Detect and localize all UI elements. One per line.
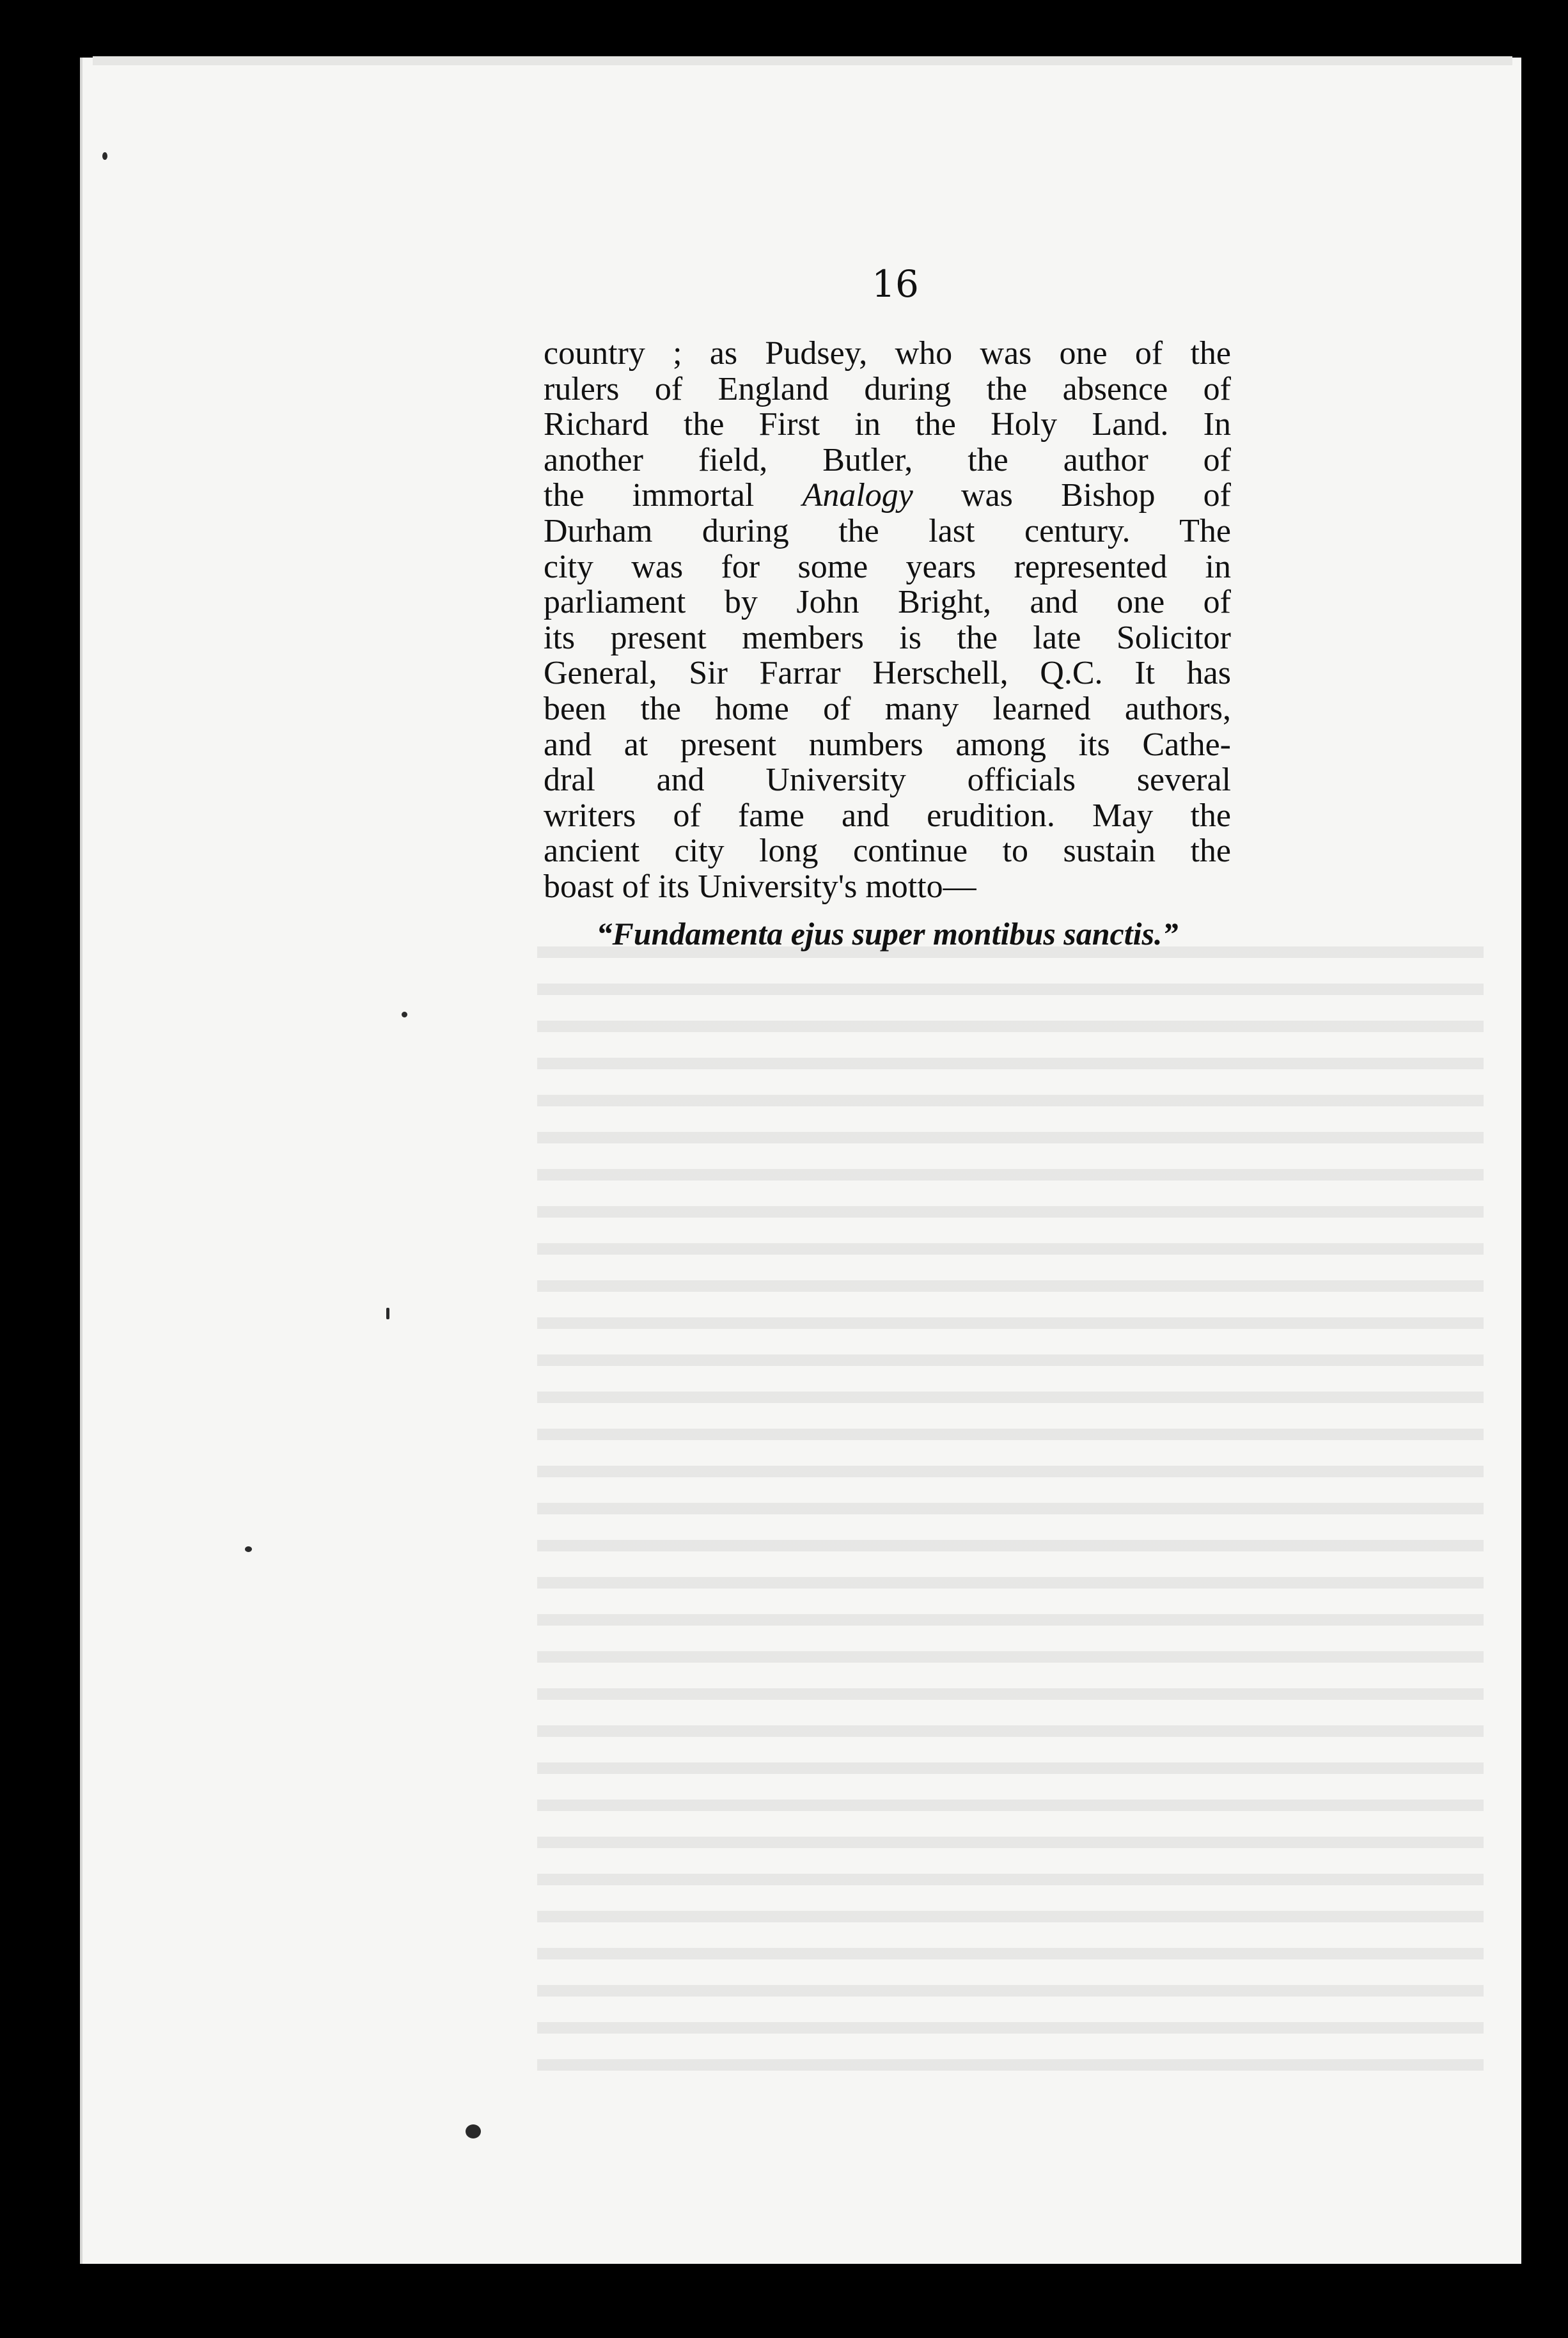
text-line: boast of its University's motto— [544, 868, 976, 905]
text-line: Richard the First in the Holy Land. In [544, 406, 1231, 443]
text-line: rulers of England during the absence of [544, 370, 1231, 407]
text-line: been the home of many learned authors, [544, 690, 1231, 727]
text-line: another field, Butler, the author of [544, 441, 1231, 478]
ink-speck [102, 152, 107, 160]
ink-speck [402, 1012, 407, 1017]
university-motto: “Fundamenta ejus super montibus sanctis.” [596, 915, 1179, 952]
book-title-analogy: Analogy [802, 477, 913, 514]
page-top-edge [93, 56, 1512, 65]
ink-speck [245, 1546, 252, 1552]
text-line: its present members is the late Solicitor [544, 619, 1231, 656]
text-segment: the immortal [544, 477, 803, 514]
ink-speck [466, 2124, 481, 2138]
text-line: General, Sir Farrar Herschell, Q.C. It has [544, 655, 1231, 692]
text-line: writers of fame and erudition. May the [544, 797, 1231, 834]
text-segment: was Bishop of [913, 477, 1231, 514]
body-text [544, 336, 1231, 952]
show-through-text [537, 946, 1484, 2072]
ink-speck [386, 1308, 389, 1319]
page-number: 16 [872, 262, 919, 306]
text-line: parliament by John Bright, and one of [544, 584, 1231, 621]
text-line: ancient city long continue to sustain the [544, 833, 1231, 870]
text-line: city was for some years represented in [544, 548, 1231, 585]
text-line: and at present numbers among its Cathe- [544, 726, 1231, 763]
text-line: dral and University officials several [544, 762, 1231, 799]
text-line [544, 478, 1231, 514]
text-line: Durham during the last century. The [544, 512, 1231, 549]
text-line: country ; as Pudsey, who was one of the [544, 335, 1231, 372]
